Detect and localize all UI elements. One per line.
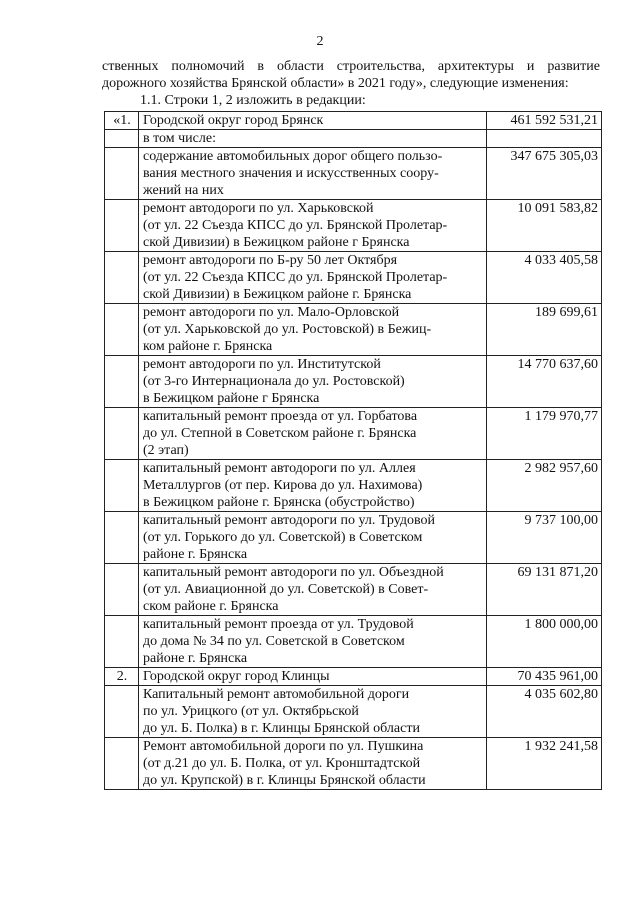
row-number: «1. bbox=[105, 112, 139, 130]
description-line: ской Дивизии) в Бежицком районе г. Брянска bbox=[143, 287, 412, 302]
intro-line-3: 1.1. Строки 1, 2 изложить в редакции: bbox=[140, 93, 366, 108]
description-line: капитальный ремонт проезда от ул. Горбатова bbox=[143, 409, 418, 424]
description-line: до ул. Крупской) в г. Клинцы Брянской области bbox=[143, 773, 426, 788]
description-line: (от ул. 22 Съезда КПСС до ул. Брянской Пролетар- bbox=[143, 270, 448, 285]
row-number: 2. bbox=[105, 668, 139, 686]
row-amount: 14 770 637,60 bbox=[487, 356, 602, 408]
intro-paragraph bbox=[102, 58, 600, 109]
table-row bbox=[105, 738, 602, 790]
row-number bbox=[105, 356, 139, 408]
row-description bbox=[139, 356, 487, 408]
description-line: районе г. Брянска bbox=[143, 547, 248, 562]
description-line: ремонт автодороги по ул. Мало-Орловской bbox=[143, 305, 400, 320]
row-description bbox=[139, 668, 487, 686]
row-number bbox=[105, 686, 139, 738]
row-number bbox=[105, 738, 139, 790]
description-line: в Бежицком районе г. Брянска (обустройство) bbox=[143, 495, 415, 510]
description-line: Металлургов (от пер. Кирова до ул. Нахимова) bbox=[143, 478, 423, 493]
table-row bbox=[105, 616, 602, 668]
description-line: (от ул. Авиационной до ул. Советской) в Совет- bbox=[143, 582, 429, 597]
row-amount: 1 932 241,58 bbox=[487, 738, 602, 790]
row-amount bbox=[487, 130, 602, 148]
row-amount: 1 179 970,77 bbox=[487, 408, 602, 460]
row-number bbox=[105, 512, 139, 564]
description-line: до дома № 34 по ул. Советской в Советском bbox=[143, 634, 405, 649]
row-description bbox=[139, 686, 487, 738]
table-row bbox=[105, 252, 602, 304]
description-line: ремонт автодороги по Б-ру 50 лет Октября bbox=[143, 253, 398, 268]
description-line: ком районе г. Брянска bbox=[143, 339, 273, 354]
description-line: районе г. Брянска bbox=[143, 651, 248, 666]
description-line: (от ул. Горького до ул. Советской) в Советском bbox=[143, 530, 423, 545]
page-number: 2 bbox=[316, 34, 324, 49]
row-number bbox=[105, 304, 139, 356]
row-description bbox=[139, 130, 487, 148]
table-row bbox=[105, 668, 602, 686]
table-row bbox=[105, 408, 602, 460]
table-row bbox=[105, 564, 602, 616]
description-line: (от д.21 до ул. Б. Полка, от ул. Кронштадтской bbox=[143, 756, 421, 771]
row-amount: 347 675 305,03 bbox=[487, 148, 602, 200]
row-number bbox=[105, 130, 139, 148]
table-row bbox=[105, 686, 602, 738]
description-line: до ул. Степной в Советском районе г. Брянска bbox=[143, 426, 417, 441]
row-number bbox=[105, 252, 139, 304]
row-description bbox=[139, 112, 487, 130]
row-description bbox=[139, 148, 487, 200]
row-amount: 10 091 583,82 bbox=[487, 200, 602, 252]
amounts-table bbox=[104, 111, 602, 790]
row-description bbox=[139, 252, 487, 304]
row-number bbox=[105, 200, 139, 252]
row-description bbox=[139, 200, 487, 252]
row-description bbox=[139, 616, 487, 668]
row-description bbox=[139, 460, 487, 512]
description-line: вания местного значения и искусственных соору- bbox=[143, 166, 439, 181]
row-amount: 189 699,61 bbox=[487, 304, 602, 356]
description-line: ской Дивизии) в Бежицком районе г Брянска bbox=[143, 235, 410, 250]
description-line: в Бежицком районе г Брянска bbox=[143, 391, 320, 406]
description-line: по ул. Урицкого (от ул. Октябрьской bbox=[143, 704, 359, 719]
table-row bbox=[105, 130, 602, 148]
row-number bbox=[105, 408, 139, 460]
description-line: жений на них bbox=[143, 183, 224, 198]
row-number bbox=[105, 148, 139, 200]
intro-line-1: ственных полномочий в области строительства, архитектуры и развитие bbox=[102, 59, 600, 74]
description-line: ремонт автодороги по ул. Институтской bbox=[143, 357, 381, 372]
table-row bbox=[105, 512, 602, 564]
row-description bbox=[139, 408, 487, 460]
description-line: капитальный ремонт проезда от ул. Трудовой bbox=[143, 617, 414, 632]
intro-line-2: дорожного хозяйства Брянской области» в 2021 году», следующие изменения: bbox=[102, 76, 569, 91]
row-amount: 9 737 100,00 bbox=[487, 512, 602, 564]
row-amount: 1 800 000,00 bbox=[487, 616, 602, 668]
description-line: капитальный ремонт автодороги по ул. Объездной bbox=[143, 565, 444, 580]
description-line: капитальный ремонт автодороги по ул. Аллея bbox=[143, 461, 416, 476]
row-amount: 461 592 531,21 bbox=[487, 112, 602, 130]
table-row bbox=[105, 356, 602, 408]
row-amount: 69 131 871,20 bbox=[487, 564, 602, 616]
description-line: капитальный ремонт автодороги по ул. Трудовой bbox=[143, 513, 435, 528]
table-row bbox=[105, 304, 602, 356]
description-line: (от ул. Харьковской до ул. Ростовской) в Бежиц- bbox=[143, 322, 432, 337]
row-description bbox=[139, 512, 487, 564]
description-line: Городской округ город Клинцы bbox=[143, 669, 330, 684]
description-line: ремонт автодороги по ул. Харьковской bbox=[143, 201, 374, 216]
description-line: (2 этап) bbox=[143, 443, 189, 458]
table-row bbox=[105, 112, 602, 130]
row-number bbox=[105, 460, 139, 512]
row-amount: 4 033 405,58 bbox=[487, 252, 602, 304]
row-description bbox=[139, 738, 487, 790]
description-line: в том числе: bbox=[143, 131, 216, 146]
row-number bbox=[105, 616, 139, 668]
description-line: (от 3-го Интернационала до ул. Ростовской) bbox=[143, 374, 405, 389]
table-row bbox=[105, 148, 602, 200]
row-description bbox=[139, 564, 487, 616]
table-row bbox=[105, 460, 602, 512]
row-description bbox=[139, 304, 487, 356]
row-number bbox=[105, 564, 139, 616]
description-line: Капитальный ремонт автомобильной дороги bbox=[143, 687, 410, 702]
row-amount: 2 982 957,60 bbox=[487, 460, 602, 512]
description-line: содержание автомобильных дорог общего пользо- bbox=[143, 149, 443, 164]
table-row bbox=[105, 200, 602, 252]
table-body bbox=[105, 112, 602, 790]
description-line: ском районе г. Брянска bbox=[143, 599, 279, 614]
description-line: Ремонт автомобильной дороги по ул. Пушкина bbox=[143, 739, 424, 754]
description-line: до ул. Б. Полка) в г. Клинцы Брянской области bbox=[143, 721, 420, 736]
row-amount: 70 435 961,00 bbox=[487, 668, 602, 686]
description-line: Городской округ город Брянск bbox=[143, 113, 324, 128]
row-amount: 4 035 602,80 bbox=[487, 686, 602, 738]
description-line: (от ул. 22 Съезда КПСС до ул. Брянской Пролетар- bbox=[143, 218, 448, 233]
